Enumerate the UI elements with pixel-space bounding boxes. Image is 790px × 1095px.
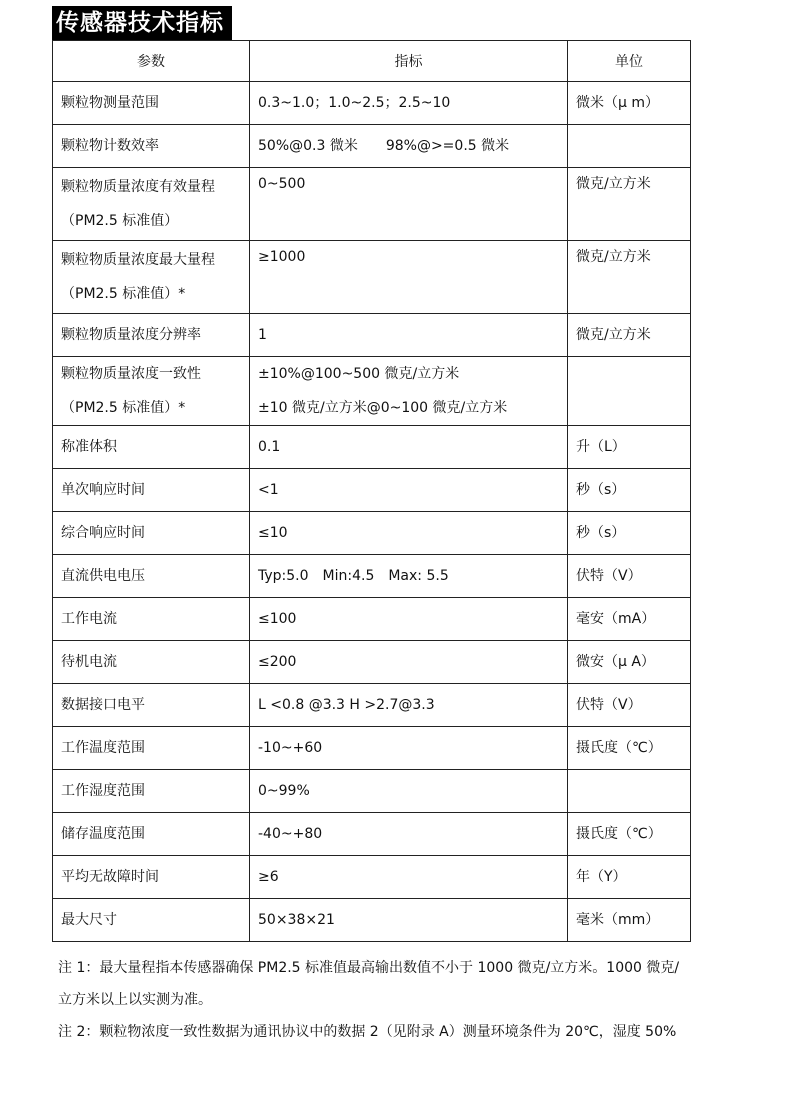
header-value: 指标 (250, 41, 568, 82)
value-cell: <1 (250, 469, 568, 512)
unit-cell (568, 770, 691, 813)
param-cell: 综合响应时间 (53, 512, 250, 555)
value-cell (250, 357, 568, 426)
param-cell: 单次响应时间 (53, 469, 250, 512)
value-line: ±10 微克/立方米@0~100 微克/立方米 (258, 400, 508, 416)
table-row (53, 598, 691, 641)
table-row (53, 241, 691, 314)
value-cell: 0~99% (250, 770, 568, 813)
param-cell: 工作电流 (53, 598, 250, 641)
value-cell: 50%@0.3 微米 98%@>=0.5 微米 (250, 125, 568, 168)
footnotes (58, 952, 690, 1048)
value-cell: 50×38×21 (250, 899, 568, 942)
unit-cell (568, 125, 691, 168)
header-unit: 单位 (568, 41, 691, 82)
unit-cell: 微克/立方米 (568, 241, 691, 314)
unit-cell: 摄氏度（℃） (568, 813, 691, 856)
unit-cell: 升（L） (568, 426, 691, 469)
table-row (53, 813, 691, 856)
param-cell: 最大尺寸 (53, 899, 250, 942)
param-cell: 颗粒物质量浓度有效量程（PM2.5 标准值） (53, 168, 250, 241)
table-row (53, 314, 691, 357)
param-cell: 待机电流 (53, 641, 250, 684)
unit-cell: 微克/立方米 (568, 314, 691, 357)
value-cell: L <0.8 @3.3 H >2.7@3.3 (250, 684, 568, 727)
value-cell: -40~+80 (250, 813, 568, 856)
param-cell: 称准体积 (53, 426, 250, 469)
table-row (53, 426, 691, 469)
param-cell: 颗粒物测量范围 (53, 82, 250, 125)
param-cell: 数据接口电平 (53, 684, 250, 727)
param-cell: 直流供电电压 (53, 555, 250, 598)
unit-cell: 秒（s） (568, 512, 691, 555)
table-row (53, 555, 691, 598)
note-2: 注 2：颗粒物浓度一致性数据为通讯协议中的数据 2（见附录 A）测量环境条件为 20℃，湿度 50% (58, 1024, 677, 1040)
table-row (53, 82, 691, 125)
table-row (53, 770, 691, 813)
value-cell: ≤10 (250, 512, 568, 555)
unit-cell: 摄氏度（℃） (568, 727, 691, 770)
unit-cell: 年（Y） (568, 856, 691, 899)
unit-cell: 微克/立方米 (568, 168, 691, 241)
param-cell: 储存温度范围 (53, 813, 250, 856)
table-row (53, 899, 691, 942)
table-row (53, 469, 691, 512)
value-line: ±10%@100~500 微克/立方米 (258, 366, 460, 382)
param-cell: 颗粒物质量浓度一致性（PM2.5 标准值）* (53, 357, 250, 426)
value-cell: ≤100 (250, 598, 568, 641)
table-row (53, 641, 691, 684)
param-cell: 工作湿度范围 (53, 770, 250, 813)
param-cell: 颗粒物计数效率 (53, 125, 250, 168)
table-row (53, 125, 691, 168)
param-cell: 平均无故障时间 (53, 856, 250, 899)
spec-table (52, 40, 691, 942)
page-title: 传感器技术指标 (52, 6, 232, 40)
note-1: 注 1：最大量程指本传感器确保 PM2.5 标准值最高输出数值不小于 1000 微克/立方米。1000 微克/立方米以上以实测为准。 (58, 960, 680, 1008)
table-row (53, 684, 691, 727)
value-cell: 0~500 (250, 168, 568, 241)
table-row (53, 168, 691, 241)
value-cell: ≥6 (250, 856, 568, 899)
param-cell: 颗粒物质量浓度分辨率 (53, 314, 250, 357)
value-cell: ≤200 (250, 641, 568, 684)
table-row (53, 357, 691, 426)
unit-cell: 伏特（V） (568, 555, 691, 598)
unit-cell: 毫米（mm） (568, 899, 691, 942)
table-header-row (53, 41, 691, 82)
unit-cell (568, 357, 691, 426)
header-param: 参数 (53, 41, 250, 82)
table-row (53, 727, 691, 770)
unit-cell: 伏特（V） (568, 684, 691, 727)
unit-cell: 秒（s） (568, 469, 691, 512)
value-cell: -10~+60 (250, 727, 568, 770)
value-cell: 1 (250, 314, 568, 357)
value-cell: ≥1000 (250, 241, 568, 314)
value-cell: 0.1 (250, 426, 568, 469)
param-cell: 颗粒物质量浓度最大量程（PM2.5 标准值）* (53, 241, 250, 314)
table-row (53, 856, 691, 899)
unit-cell: 毫安（mA） (568, 598, 691, 641)
unit-cell: 微安（μ A） (568, 641, 691, 684)
value-cell: 0.3~1.0；1.0~2.5；2.5~10 (250, 82, 568, 125)
table-row (53, 512, 691, 555)
param-cell: 工作温度范围 (53, 727, 250, 770)
unit-cell: 微米（μ m） (568, 82, 691, 125)
value-cell: Typ:5.0 Min:4.5 Max: 5.5 (250, 555, 568, 598)
